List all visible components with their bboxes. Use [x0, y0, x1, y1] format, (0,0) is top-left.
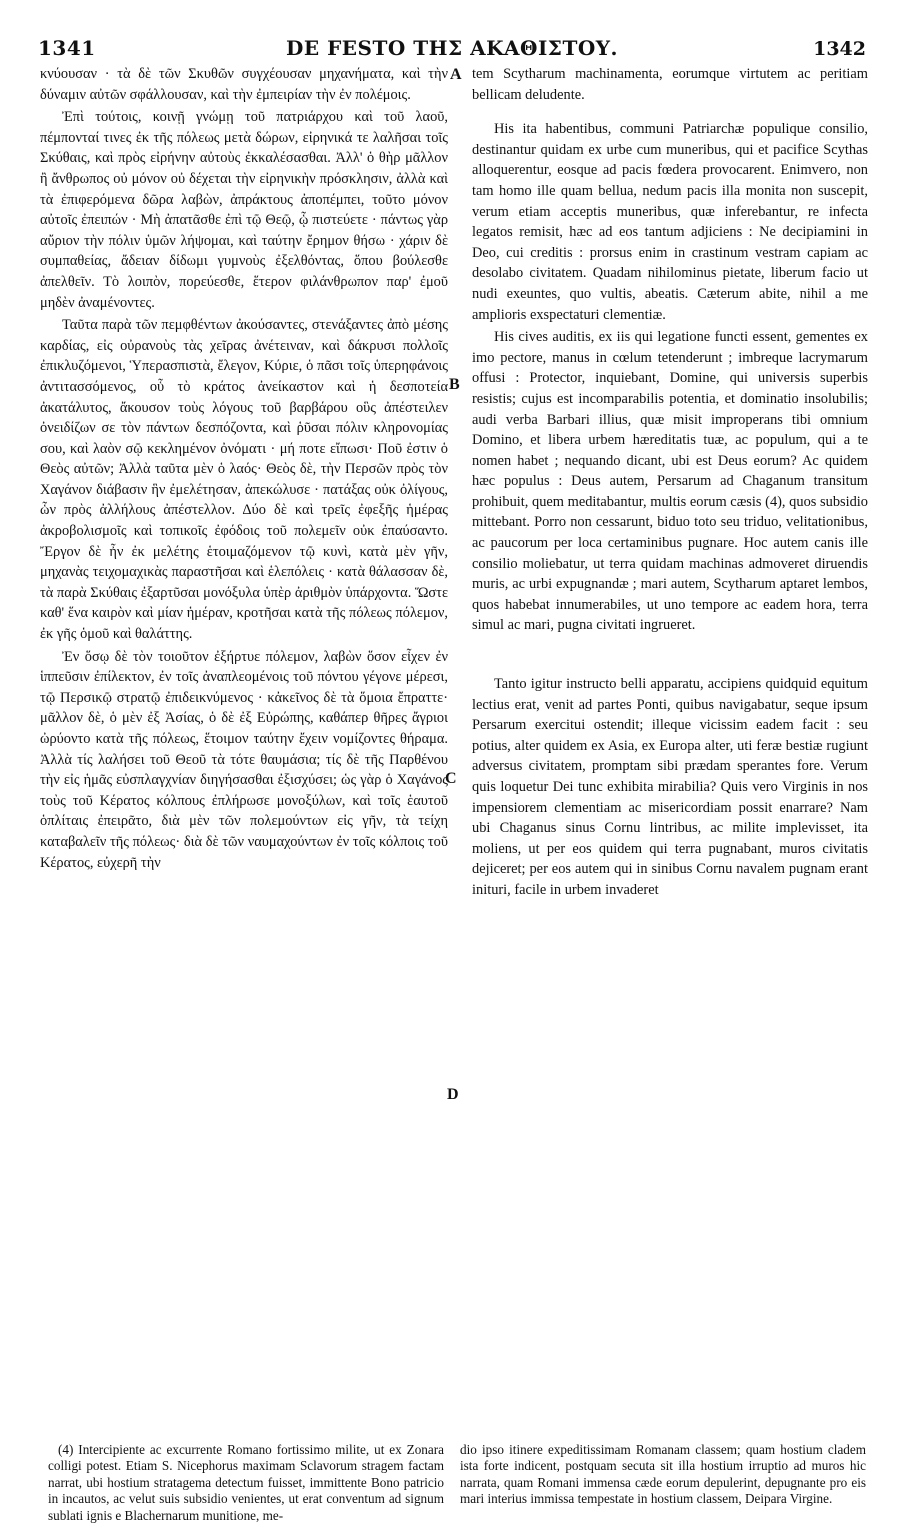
footnote-left — [48, 1442, 444, 1524]
latin-paragraph-4: Tanto igitur instructo belli apparatu, accipiens quidquid equitum lectius erat, venit ad partes Ponti, quibus navigabatur, seque ipsum Persarum exercitui ostendit; illeque vicissim eadem facit : seu potius, alter quidem ex Asia, ex Europa alter, uti feræ bestiæ rugiunt adversus civitatem, promptam sibi prædam sperantes fore. Verum quis loquetur Dei tunc exhibita mirabilia? Quis vero Virginis in nos impensiorem clementiam ac misericordiam possit enarrare? Nam ubi Chaganus sinus Cornu lintribus, ac milite implevisset, ita moliens, ut per eos quidem qui terra pugnabant, muros civitatis dejiceret; per eos autem qui in sinibus Cornu navalem pugnam erant inituri, facile in urbem invaderet — [472, 676, 868, 898]
page-number-right: 1342 — [813, 38, 866, 60]
latin-column — [472, 64, 868, 901]
footnote-right — [460, 1442, 866, 1508]
page-number-left: 1341 — [38, 36, 96, 60]
footnote-text-left: (4) Intercipiente ac excurrente Romano fortissimo milite, ut ex Zonara colligi potest. Etiam S. Nicephorus maximam Sclavorum stragem factam narrat, ubi hostium stratagema detectum fuisset, immittente Bono patricio in incautos, ac velut suis subsidio venientes, ut erat conventum ad signum sublati ignis e Blachernarum munitione, me- — [48, 1442, 444, 1523]
section-marker-a: A — [450, 66, 462, 83]
section-marker-d: D — [447, 1086, 459, 1103]
section-marker-c: C — [445, 770, 457, 787]
greek-paragraph-3: Ταῦτα παρὰ τῶν πεμφθέντων ἀκούσαντες, στενάξαντες ἀπὸ μέσης καρδίας, εἰς οὐρανοὺς τὰς χεῖρας ἀνέτειναν, καὶ δάκρυσι πολλοῖς ἐπικλυζόμενοι, Ὑπερασπιστὰ, ἔλεγον, Κύριε, ὁ πᾶσι τοῖς ὑπερηφάνοις ἀντιτασσόμενος, οὗ τὸ κράτος ἀνείκαστον καὶ ἡ δεσποτεία ἀκατάλυτος, ἄκουσον τοὺς λόγους τοῦ βαρβάρου οὓς ἀπέστειλεν ὀνειδίζων σε τὸν πάντων δεσπόζοντα, καὶ ῥῦσαι πόλιν κληρονομίας σου, καὶ λαὸν σῷ κεκλημένον ὀνόματι · μή ποτε εἴπωσι· Ποῦ ἐστιν ὁ Θεὸς αὐτῶν; Ἀλλὰ ταῦτα μὲν ὁ λαός· Θεὸς δὲ, τὴν Περσῶν πρὸς τὸν Χαγάνον διάβασιν ἣν ἐμελέτησαν, ἀπεκώλυσε · πατάξας οὐκ ὀλίγους, ὧν πρὸς ἀλλήλους ἀπέστελλον. Δύο δὲ καὶ τρεῖς ἐφεξῆς ἡμέρας ἀκροβολισμοῖς καὶ τοπικοῖς ἐφόδοις τοῦ πολεμεῖν οὐκ ἐπαύσαντο. Ἔργον δὲ ἦν ἐκ μελέτης ἑτοιμαζόμενον τῷ κυνὶ, κατὰ μὲν γῆν, μηχανὰς τειχομαχικὰς παραστῆσαι καὶ ἑλεπόλεις · κατὰ θάλασσαν δὲ, τὰ παρὰ Σκύθαις ἐξαρτῦσαι μονόξυλα ὑπὲρ ἀριθμὸν ὑπάρχοντα. Ὥστε καθ' ἕνα καιρὸν καὶ μίαν ἡμέραν, κροτῆσαι κατὰ τῆς πόλεως πόλεμον, ἐκ γῆς ὁμοῦ καὶ θαλάττης. — [40, 317, 448, 643]
running-title: DE FESTO ΤΗΣ ΑΚΑΘΙΣΤΟΥ. — [286, 36, 618, 60]
latin-paragraph-3: His cives auditis, ex iis qui legatione functi essent, gementes ex imo pectore, manus in cœlum tetenderunt ; imbreque lacrymarum offusi : Protector, inquiebant, Domine, qui universis superbis resistis; cujus est incomparabilis potentia, et dominatio insolubilis; audi verba Barbari illius, quæ misit improperans tibi omnium Domino, et libera urbem hæreditatis tuæ, ac populum, qui a te nomen habet ; nequando dicant, ubi est Deus eorum? Ac quidem hæc populus : Deus autem, Persarum ad Chaganum transitum prohibuit, quem meditabantur, multis eorum cæsis (4), quos subsidio mittebant. Porro non cessarunt, biduo toto seu triduo, velitationibus, ac paucorum per loca certaminibus pugnare. Hoc autem canis ille consilio moliebatur, ut terra quidam machinas admoveret diruendis muris, ac urbi expugnandæ ; mari autem, Scytharum aptaret lembos, quos habebat innumerabiles, ut uno tempore ac eadem hora, terra simul ac mari, pugna civitati ingrueret. — [472, 329, 868, 634]
greek-paragraph-1: κνύουσαν · τὰ δὲ τῶν Σκυθῶν συγχέουσαν μηχανήματα, καὶ τὴν δύναμιν αὐτῶν σφάλλουσαν, καὶ τὴν ἐμπειρίαν τὴν ἐν πολέμοις. — [40, 66, 448, 103]
latin-paragraph-1: tem Scytharum machinamenta, eorumque virtutem ac peritiam bellicam deludente. — [472, 66, 868, 103]
section-marker-b: B — [449, 376, 460, 393]
page-header — [38, 36, 866, 62]
greek-column — [40, 64, 448, 873]
footnote-text-right: dio ipso itinere expeditissimam Romanam classem; quam hostium cladem ista forte indicent, postquam secuta sit illa hostium irruptio ad muros hic narrata, quam Romani immensa cæde eorum depulerint, depugnante pro eis mari interius immissa tempestate in hostium classem, Deipara Virgine. — [460, 1442, 866, 1507]
greek-paragraph-4: Ἐν ὅσῳ δὲ τὸν τοιοῦτον ἐξήρτυε πόλεμον, λαβὼν ὅσον εἶχεν ἐν ἱππεῦσιν ἐπίλεκτον, ἐν τοῖς ἀναπλεομένοις τοῦ πόντου γέγονε μέρεσι, τῷ Περσικῷ στρατῷ ἐπιδεικνύμενος · κἀκεῖνος δὲ τὰ ὅμοια ἔπραττε· μᾶλλον δὲ, ὁ μὲν ἐξ Ἀσίας, ὁ δὲ ἐξ Εὐρώπης, καθάπερ θῆρες ἄγριοι ὠρύοντο κατὰ τῆς πόλεως, ἕτοιμον ταύτην ἔχειν νομίζοντες θήραμα. Ἀλλὰ τίς λαλήσει τοῦ Θεοῦ τὰ τότε θαυμάσια; τίς δὲ τῆς Παρθένου τὴν εἰς ἡμᾶς εὐσπλαγχνίαν διηγήσασθαι ἐξισχύσει; ὡς γὰρ ὁ Χαγάνος τοὺς τοῦ Κέρατος κόλπους ἐπλήρωσε μονοξύλων, καὶ τοῖς ἑαυτοῦ ὁπλίταις ἐπειρᾶτο, διὰ μὲν τῶν πολεμούντων εἰς γῆν, τὰ τείχη καταβαλεῖν τῆς πόλεως· διὰ δὲ τῶν ναυμαχούντων ἐν τοῖς κόλποις τοῦ Κέρατος, εὐχερῆ τὴν — [40, 648, 448, 871]
greek-paragraph-2: Ἐπὶ τούτοις, κοινῇ γνώμῃ τοῦ πατριάρχου καὶ τοῦ λαοῦ, πέμπονταί τινες ἐκ τῆς πόλεως μετὰ δώρων, εἰρηνικά τε λαλῆσαι τοῖς Σκύθαις, καὶ πρὸς εἰρήνην αὐτοὺς ἐκκαλέσασθαι. Ἀλλ' ὁ θὴρ μᾶλλον ἢ ἄνθρωπος οὐ μόνον οὐ δέχεται τὴν εἰρηνικὴν πρόσκλησιν, ἀλλὰ καὶ τὰ ἐπιφερόμενα δῶρα λαβὼν, ἀπράκτους ἀποπέμπει, τοῦτο μόνον αὐτοῖς ἐπειπών · Μὴ ἀπατᾶσθε ἐπὶ τῷ Θεῷ, ᾧ πιστεύετε · πάντως γὰρ αὔριον τὴν πόλιν ὑμῶν λήψομαι, καὶ ταύτην ἔρημον θήσω · χάριν δὲ συμπαθείας, ἄδειαν δίδωμι γυμνοὺς ἐξελθόντας, ὅπου βούλεσθε ἀπελθεῖν. Τὸ λοιπὸν, πορεύεσθε, ἕτερον φιλάνθρωπον παρ' ἐμοῦ μηδὲν ἀναμένοντες. — [40, 109, 448, 311]
latin-paragraph-2: His ita habentibus, communi Patriarchæ populique consilio, destinantur quidam ex urbe cum muneribus, qui et pacifice Scythas alloquerentur, eosque ad pacis fœdera provocarent. Enimvero, non tam homo ille quam bellua, nedum pacis illa monita non suscepit, verum etiam acceptis muneribus, quæ inferebantur, re infecta legatos remisit, hæc ad eos tantum adjiciens : Ne decipiamini in Deo, cui creditis : prorsus enim in crastinum vestram capiam ac desolabo civitatem. Quadam nihilominus pietate, liberum facio ut nudi exeuntes, quo vultis, abeatis. Cæterum abite, nihil a me amplioris exspectaturi clementiæ. — [472, 121, 868, 323]
